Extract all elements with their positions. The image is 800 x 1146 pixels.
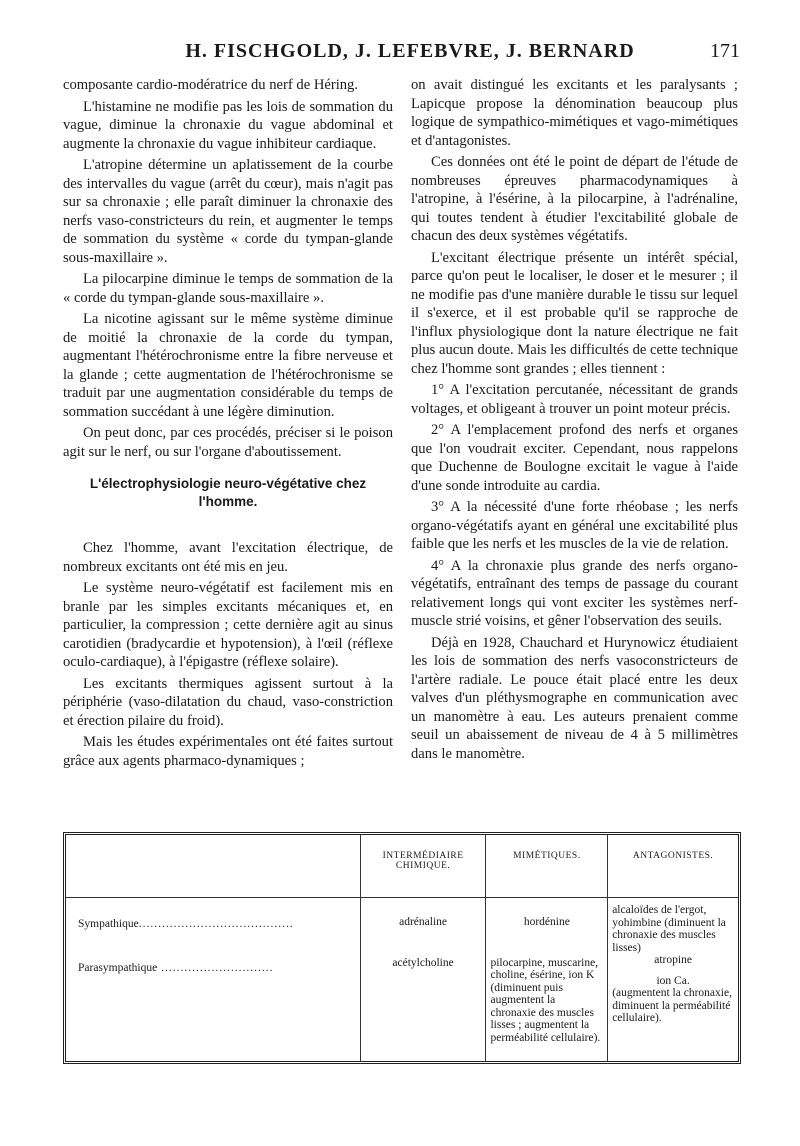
table-header-empty: [66, 835, 360, 898]
paragraph: Chez l'homme, avant l'excitation électrique, de nombreux excitants ont été mis en jeu.: [63, 540, 393, 575]
left-column: [63, 76, 393, 773]
paragraph: La pilocarpine diminue le temps de sommation de la « corde du tympan-glande sous-maxillaire ».: [63, 271, 393, 306]
table-header-chemical: INTERMÉDIAIRE CHIMIQUE.: [360, 835, 486, 898]
table-row-label-cell: [66, 898, 360, 1062]
paragraph: 4° A la chronaxie plus grande des nerfs organo-végétatifs, entraînant des temps de passage du courant relativement longs qui vont exciter les systèmes nerf-muscle strié voisins, et gêner l'observation des seuils.: [411, 557, 738, 629]
paragraph: L'excitant électrique présente un intérêt spécial, parce qu'on peut le localiser, le doser et le mesurer ; il ne modifie pas d'une manière durable le tissu sur lequel il s'exerce, et il est probable qu'il se rapproche de l'influx physiologique dont la nature électrique ne fait plus aucun doute. Mais les difficultés de cette technique chez l'homme sont grandes ; elles tiennent :: [411, 249, 738, 377]
right-column: [411, 76, 738, 766]
table-cell-chemical: [360, 898, 486, 1062]
paragraph: composante cardio-modératrice du nerf de Héring.: [63, 77, 358, 93]
table-header-antagonist: ANTAGONISTES.: [608, 835, 738, 898]
table-header-mimetic: MIMÉTIQUES.: [486, 835, 608, 898]
paragraph: La nicotine agissant sur le même système diminue de moitié la chronaxie de la corde du tympan, augmentant l'hétérochronisme entre la fibre nerveuse et la glande ; cette augmentation de l'hétérochronisme se traduit par une augmentation considérable du temps de sommation succédant à une légère diminution.: [63, 311, 393, 420]
paragraph: 1° A l'excitation percutanée, nécessitant de grands voltages, et obligeant à trouver un point moteur précis.: [411, 382, 738, 417]
leader-dots: .............................: [157, 962, 274, 974]
section-heading: L'électrophysiologie neuro-végétative chez l'homme.: [89, 476, 367, 509]
table-row: [66, 898, 738, 1062]
table-cell: (augmentent la chronaxie, diminuent la perméabilité cellulaire).: [612, 987, 732, 1024]
pharmacology-table: [63, 832, 741, 1064]
paragraph: On peut donc, par ces procédés, préciser si le poison agit sur le nerf, ou sur l'organe d'aboutissement.: [63, 425, 393, 460]
table-cell: atropine: [654, 954, 692, 966]
paragraph: L'atropine détermine un aplatissement de la courbe des intervalles du vague (arrêt du cœur), mais n'agit pas sur sa chronaxie ; elle paraît diminuer la chronaxie des nerfs vaso-constricteurs du rein, et augmenter le temps de sommation du système « corde du tympan-glande sous-maxillaire ».: [63, 157, 393, 266]
table-cell-mimetic: [486, 898, 608, 1062]
page-number: 171: [710, 40, 740, 62]
row-label: Parasympathique: [78, 962, 158, 974]
table-cell: adrénaline: [399, 916, 448, 928]
paragraph: Déjà en 1928, Chauchard et Hurynowicz étudiaient les lois de sommation des nerfs vasoconstricteurs de l'artère radiale. Le pouce était placé entre les deux valves d'un pléthysmographe en communication avec un manomètre à eau. Les auteurs prenaient comme seuil un abaissement de niveau de 4 à 5 millimètres dans le manomètre.: [411, 634, 738, 762]
table-cell: acétylcholine: [392, 956, 454, 969]
running-title: H. FISCHGOLD, J. LEFEBVRE, J. BERNARD: [185, 40, 635, 62]
paragraph: L'histamine ne modifie pas les lois de sommation du vague, diminue la chronaxie du vague abdominal et augmente la chronaxie du vague inhibiteur cardiaque.: [63, 98, 393, 152]
table-cell: alcaloïdes de l'ergot, yohimbine (diminuent la chronaxie des muscles lisses): [612, 904, 726, 954]
table-cell: hordénine: [523, 916, 570, 928]
paragraph: on avait distingué les excitants et les paralysants ; Lapicque propose la dénomination beaucoup plus logique de sympathico-mimétiques et vago-mimétiques et d'antagonistes.: [411, 77, 738, 149]
leader-dots: ........................................: [138, 918, 294, 930]
paragraph: Ces données ont été le point de départ de l'étude de nombreuses épreuves pharmacodynamiques à l'atropine, à l'ésérine, à la pilocarpine, à l'adrénaline, qui toutes tendent à étudier l'excitabilité globale de chacun des deux systèmes végétatifs.: [411, 154, 738, 244]
paragraph: 2° A l'emplacement profond des nerfs et organes que l'on voudrait exciter. Cependant, nous rappelons que Duchenne de Boulogne excitait le vague à l'aide d'une sonde introduite au cardia.: [411, 422, 738, 494]
row-label: Sympathique: [78, 918, 139, 930]
table-header-row: [66, 835, 738, 898]
table-cell: pilocarpine, muscarine, choline, ésérine, ion K (diminuent puis augmentent la chronaxie des muscles lisses ; augmentent la perméabilité cellulaire).: [490, 956, 601, 1044]
table-cell-antagonist: [608, 898, 738, 1062]
paragraph: Le système neuro-végétatif est facilement mis en branle par les simples excitants mécaniques et, en particulier, la compression ; cette dernière agit au sinus carotidien (bradycardie et hypotension), à l'œil (réflexe oculo-cardiaque), à l'épigastre (réflexe solaire).: [63, 580, 393, 670]
paragraph: Mais les études expérimentales ont été faites surtout grâce aux agents pharmaco-dynamiques ;: [63, 734, 393, 769]
paragraph: 3° A la nécessité d'une forte rhéobase ; les nerfs organo-végétatifs ayant en général une excitabilité plus faible que les nerfs et les muscles de la vie de relation.: [411, 499, 738, 552]
table-cell: ion Ca.: [656, 974, 690, 987]
paragraph: Les excitants thermiques agissent surtout à la périphérie (vaso-dilatation du chaud, vaso-constriction et érection pilaire du froid).: [63, 675, 393, 729]
page-header: [70, 40, 740, 70]
